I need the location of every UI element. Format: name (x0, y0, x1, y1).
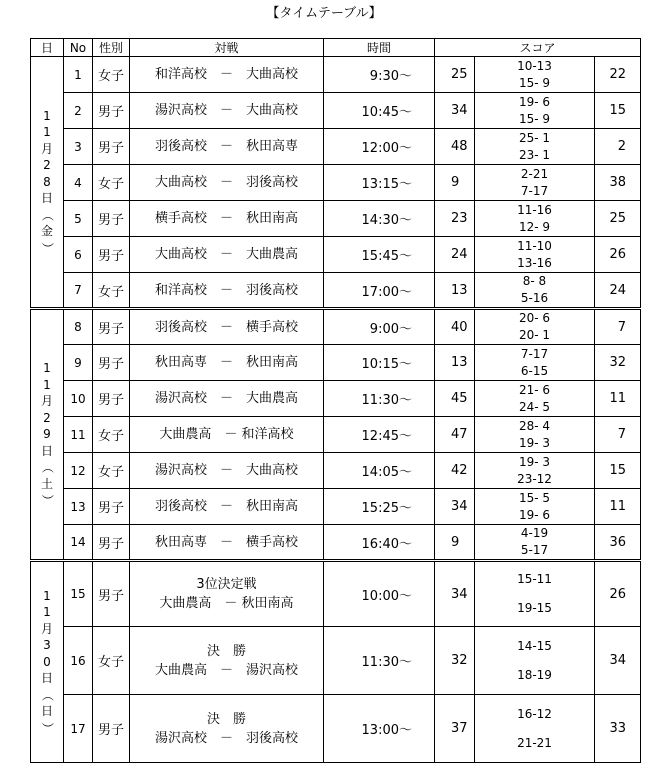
score-left: 42 (435, 453, 475, 489)
score-right: 24 (595, 273, 641, 309)
set-scores (475, 561, 595, 627)
score-right: 32 (595, 345, 641, 381)
table-row (31, 201, 641, 237)
set-score: 6-15 (520, 363, 549, 378)
table-row (31, 489, 641, 525)
set-score: 15-11 (517, 572, 552, 586)
set-score: 7-17 (520, 346, 549, 361)
set-scores (475, 695, 595, 763)
header-score: スコア (435, 39, 641, 57)
match-no: 7 (64, 273, 93, 309)
match-pairing: 羽後高校 － 横手高校 (130, 309, 324, 345)
set-scores (475, 57, 595, 93)
start-time: 13:00～ (324, 695, 435, 763)
set-score: 19- 3 (518, 435, 551, 450)
match-pairing: 大曲農高 － 和洋高校 (130, 417, 324, 453)
match-subtitle: 決 勝 (206, 711, 246, 727)
set-scores (475, 165, 595, 201)
category: 男子 (93, 309, 130, 345)
set-score: 2-21 (520, 166, 549, 181)
category: 男子 (93, 129, 130, 165)
match-pairing: 大曲高校 － 羽後高校 (130, 165, 324, 201)
set-score: 16-12 (517, 706, 552, 721)
table-row (31, 57, 641, 93)
score-left: 23 (435, 201, 475, 237)
score-right: 26 (595, 237, 641, 273)
set-scores (475, 273, 595, 309)
match-no: 5 (64, 201, 93, 237)
category: 女子 (93, 417, 130, 453)
set-score: 15- 5 (518, 490, 551, 505)
set-score: 8- 8 (522, 274, 547, 288)
match-pairing: 湯沢高校 － 大曲高校 (130, 453, 324, 489)
match-pairing (130, 561, 324, 627)
table-row (31, 381, 641, 417)
match-pairing (130, 627, 324, 695)
header-match: 対戦 (130, 39, 324, 57)
table-row (31, 273, 641, 309)
match-teams: 大曲農高 － 秋田南高 (159, 596, 294, 611)
set-score: 20- 1 (518, 328, 551, 342)
category: 男子 (93, 345, 130, 381)
set-scores (475, 201, 595, 237)
set-scores (475, 309, 595, 345)
set-score: 15- 9 (518, 111, 551, 126)
score-left: 13 (435, 345, 475, 381)
set-score: 7-17 (520, 183, 549, 198)
set-scores (475, 129, 595, 165)
match-teams: 湯沢高校 － 羽後高校 (154, 730, 298, 746)
set-score: 10-13 (517, 58, 552, 73)
header-day: 日 (31, 39, 64, 57)
set-score: 5-16 (520, 291, 549, 305)
match-pairing: 秋田高専 － 横手高校 (130, 525, 324, 561)
set-score: 19-15 (517, 601, 552, 615)
score-left: 24 (435, 237, 475, 273)
table-row (31, 165, 641, 201)
timetable (30, 38, 641, 763)
start-time: 17:00～ (324, 273, 435, 309)
score-left: 47 (435, 417, 475, 453)
category: 男子 (93, 525, 130, 561)
set-scores (475, 489, 595, 525)
start-time: 15:45～ (324, 237, 435, 273)
score-left: 37 (435, 695, 475, 763)
set-score: 24- 5 (518, 399, 551, 414)
day-label: 1 1 月 2 9 日 （ 土 ） (40, 361, 55, 507)
set-score: 15- 9 (518, 75, 551, 90)
table-row (31, 93, 641, 129)
score-right: 2 (595, 129, 641, 165)
day-label: 1 1 月 3 0 日 （ 日 ） (40, 588, 55, 735)
table-row (31, 237, 641, 273)
category: 女子 (93, 273, 130, 309)
score-left: 9 (435, 165, 475, 201)
match-pairing: 横手高校 － 秋田南高 (130, 201, 324, 237)
set-score: 21-21 (517, 735, 552, 750)
set-score: 19- 6 (518, 507, 551, 522)
category: 男子 (93, 695, 130, 763)
table-row (31, 309, 641, 345)
set-score: 21- 6 (518, 382, 551, 397)
category: 男子 (93, 201, 130, 237)
match-no: 2 (64, 93, 93, 129)
table-row (31, 525, 641, 561)
match-no: 8 (64, 309, 93, 345)
header-time: 時間 (324, 39, 435, 57)
category: 男子 (93, 381, 130, 417)
table-row (31, 453, 641, 489)
match-no: 6 (64, 237, 93, 273)
set-score: 23- 1 (518, 147, 551, 162)
score-left: 34 (435, 93, 475, 129)
score-right: 22 (595, 57, 641, 93)
match-pairing: 秋田高専 － 秋田南高 (130, 345, 324, 381)
match-no: 15 (64, 561, 93, 627)
match-no: 4 (64, 165, 93, 201)
start-time: 13:15～ (324, 165, 435, 201)
table-row (31, 695, 641, 763)
start-time: 10:45～ (324, 93, 435, 129)
day-cell (31, 561, 64, 763)
start-time: 11:30～ (324, 381, 435, 417)
match-pairing: 羽後高校 － 秋田南高 (130, 489, 324, 525)
start-time: 12:45～ (324, 417, 435, 453)
set-score: 20- 6 (518, 311, 551, 325)
start-time: 15:25～ (324, 489, 435, 525)
start-time: 12:00～ (324, 129, 435, 165)
category: 男子 (93, 489, 130, 525)
start-time: 10:00～ (324, 561, 435, 627)
header-no: No (64, 39, 93, 57)
set-score: 23-12 (517, 471, 552, 486)
score-left: 32 (435, 627, 475, 695)
match-pairing: 和洋高校 － 大曲高校 (130, 57, 324, 93)
set-scores (475, 627, 595, 695)
score-right: 11 (595, 489, 641, 525)
category: 男子 (93, 93, 130, 129)
set-scores (475, 381, 595, 417)
match-no: 11 (64, 417, 93, 453)
match-pairing: 湯沢高校 － 大曲高校 (130, 93, 324, 129)
table-row (31, 345, 641, 381)
score-left: 45 (435, 381, 475, 417)
day-label: 1 1 月 2 8 日 （ 金 ） (40, 108, 55, 255)
set-score: 19- 6 (518, 94, 551, 109)
set-score: 18-19 (517, 667, 552, 682)
score-right: 26 (595, 561, 641, 627)
table-row (31, 561, 641, 627)
start-time: 10:15～ (324, 345, 435, 381)
match-no: 9 (64, 345, 93, 381)
category: 女子 (93, 57, 130, 93)
match-no: 13 (64, 489, 93, 525)
set-scores (475, 453, 595, 489)
score-right: 11 (595, 381, 641, 417)
score-left: 25 (435, 57, 475, 93)
score-right: 36 (595, 525, 641, 561)
category: 女子 (93, 165, 130, 201)
start-time: 14:30～ (324, 201, 435, 237)
match-pairing: 和洋高校 － 羽後高校 (130, 273, 324, 309)
set-scores (475, 93, 595, 129)
start-time: 9:30～ (324, 57, 435, 93)
score-right: 33 (595, 695, 641, 763)
match-pairing: 大曲高校 － 大曲農高 (130, 237, 324, 273)
start-time: 14:05～ (324, 453, 435, 489)
table-row (31, 627, 641, 695)
match-pairing: 湯沢高校 － 大曲農高 (130, 381, 324, 417)
match-no: 1 (64, 57, 93, 93)
table-row (31, 417, 641, 453)
set-scores (475, 237, 595, 273)
day-cell (31, 309, 64, 561)
category: 女子 (93, 453, 130, 489)
set-score: 4-19 (520, 526, 549, 540)
category: 男子 (93, 237, 130, 273)
set-score: 11-10 (517, 238, 552, 253)
score-left: 9 (435, 525, 475, 561)
set-score: 13-16 (517, 255, 552, 270)
score-left: 48 (435, 129, 475, 165)
set-score: 11-16 (517, 202, 552, 217)
header-row (31, 39, 641, 57)
category: 女子 (93, 627, 130, 695)
score-right: 34 (595, 627, 641, 695)
set-scores (475, 345, 595, 381)
set-score: 19- 3 (518, 454, 551, 469)
set-score: 5-17 (520, 543, 549, 557)
start-time: 9:00～ (324, 309, 435, 345)
score-left: 40 (435, 309, 475, 345)
day-cell (31, 57, 64, 309)
score-right: 15 (595, 93, 641, 129)
match-no: 14 (64, 525, 93, 561)
start-time: 11:30～ (324, 627, 435, 695)
match-no: 3 (64, 129, 93, 165)
category: 男子 (93, 561, 130, 627)
match-no: 17 (64, 695, 93, 763)
set-score: 14-15 (517, 638, 552, 653)
set-scores (475, 417, 595, 453)
match-no: 10 (64, 381, 93, 417)
match-no: 16 (64, 627, 93, 695)
page-title: 【タイムテーブル】 (266, 6, 382, 21)
set-score: 25- 1 (518, 130, 551, 145)
set-score: 28- 4 (518, 418, 551, 433)
match-no: 12 (64, 453, 93, 489)
score-right: 15 (595, 453, 641, 489)
score-left: 34 (435, 561, 475, 627)
match-pairing (130, 695, 324, 763)
score-right: 7 (595, 309, 641, 345)
match-subtitle: 決 勝 (206, 643, 246, 659)
set-score: 12- 9 (518, 219, 551, 234)
score-right: 7 (595, 417, 641, 453)
score-left: 13 (435, 273, 475, 309)
score-right: 25 (595, 201, 641, 237)
match-pairing: 羽後高校 － 秋田高専 (130, 129, 324, 165)
score-left: 34 (435, 489, 475, 525)
match-teams: 大曲農高 － 湯沢高校 (154, 662, 298, 678)
table-row (31, 129, 641, 165)
set-scores (475, 525, 595, 561)
score-right: 38 (595, 165, 641, 201)
header-sex: 性別 (93, 39, 130, 57)
match-subtitle: 3位決定戦 (196, 577, 257, 592)
start-time: 16:40～ (324, 525, 435, 561)
